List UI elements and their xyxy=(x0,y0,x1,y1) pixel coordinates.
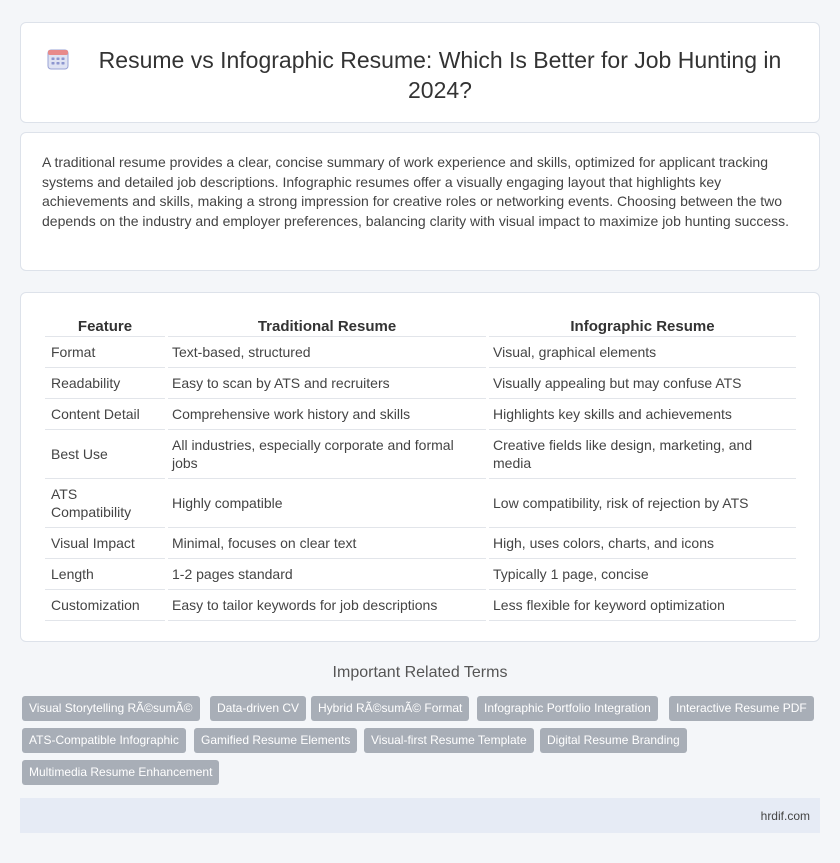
cell-feature: Length xyxy=(45,559,165,590)
summary-card xyxy=(20,132,820,271)
cell-traditional: Easy to tailor keywords for job descriptions xyxy=(168,590,486,621)
tag-interactive-resume-pdf[interactable]: Interactive Resume PDF xyxy=(669,696,814,721)
cell-infographic: Less flexible for keyword optimization xyxy=(489,590,796,621)
cell-infographic: Low compatibility, risk of rejection by ATS xyxy=(489,479,796,528)
cell-feature: Readability xyxy=(45,368,165,399)
table-row xyxy=(45,399,796,430)
cell-feature: Format xyxy=(45,337,165,368)
column-header-infographic: Infographic Resume xyxy=(489,315,796,337)
related-terms-heading: Important Related Terms xyxy=(332,664,508,681)
cell-traditional: Highly compatible xyxy=(168,479,486,528)
tag-visual-storytelling-resume[interactable]: Visual Storytelling RÃ©sumÃ© xyxy=(22,696,200,721)
tag-hybrid-resume-format[interactable]: Hybrid RÃ©sumÃ© Format xyxy=(311,696,469,721)
cell-infographic: Highlights key skills and achievements xyxy=(489,399,796,430)
tag-gamified-resume-elements[interactable]: Gamified Resume Elements xyxy=(194,728,357,753)
cell-feature: ATS Compatibility xyxy=(45,479,165,528)
table-header-row xyxy=(45,315,796,337)
page-title: Resume vs Infographic Resume: Which Is Better for Job Hunting in 2024? xyxy=(98,47,782,103)
table-row xyxy=(45,479,796,528)
cell-traditional: All industries, especially corporate and formal jobs xyxy=(168,430,486,479)
cell-traditional: Minimal, focuses on clear text xyxy=(168,528,486,559)
cell-feature: Content Detail xyxy=(45,399,165,430)
column-header-traditional: Traditional Resume xyxy=(168,315,486,337)
title-card xyxy=(20,22,820,123)
calendar-icon xyxy=(46,47,70,71)
tag-multimedia-resume-enhancement[interactable]: Multimedia Resume Enhancement xyxy=(22,760,219,785)
cell-infographic: Typically 1 page, concise xyxy=(489,559,796,590)
cell-infographic: High, uses colors, charts, and icons xyxy=(489,528,796,559)
cell-traditional: Easy to scan by ATS and recruiters xyxy=(168,368,486,399)
cell-traditional: Text-based, structured xyxy=(168,337,486,368)
table-row xyxy=(45,590,796,621)
table-row xyxy=(45,559,796,590)
table-row xyxy=(45,528,796,559)
tag-digital-resume-branding[interactable]: Digital Resume Branding xyxy=(540,728,687,753)
column-header-feature: Feature xyxy=(45,315,165,337)
tag-infographic-portfolio-integration[interactable]: Infographic Portfolio Integration xyxy=(477,696,658,721)
cell-feature: Best Use xyxy=(45,430,165,479)
cell-infographic: Visual, graphical elements xyxy=(489,337,796,368)
cell-feature: Visual Impact xyxy=(45,528,165,559)
tag-visual-first-resume-template[interactable]: Visual-first Resume Template xyxy=(364,728,534,753)
cell-infographic: Creative fields like design, marketing, and media xyxy=(489,430,796,479)
cell-traditional: Comprehensive work history and skills xyxy=(168,399,486,430)
footer-site-link[interactable]: hrdif.com xyxy=(760,809,810,823)
tag-ats-compatible-infographic[interactable]: ATS-Compatible Infographic xyxy=(22,728,186,753)
cell-traditional: 1-2 pages standard xyxy=(168,559,486,590)
comparison-table xyxy=(42,315,799,621)
table-row xyxy=(45,430,796,479)
cell-infographic: Visually appealing but may confuse ATS xyxy=(489,368,796,399)
table-row xyxy=(45,337,796,368)
footer xyxy=(20,798,820,833)
summary-text: A traditional resume provides a clear, concise summary of work experience and skills, optimized for applicant tracking systems and detailed job descriptions. Infographic resumes offer a visually engaging layout that highlights key achievements and skills, making a strong impression for creative roles or networking events. Choosing between the two depends on the industry and employer preferences, balancing clarity with visual impact to maximize job hunting success. xyxy=(42,154,790,229)
comparison-table-card xyxy=(20,292,820,642)
cell-feature: Customization xyxy=(45,590,165,621)
table-row xyxy=(45,368,796,399)
tag-data-driven-cv[interactable]: Data-driven CV xyxy=(210,696,306,721)
